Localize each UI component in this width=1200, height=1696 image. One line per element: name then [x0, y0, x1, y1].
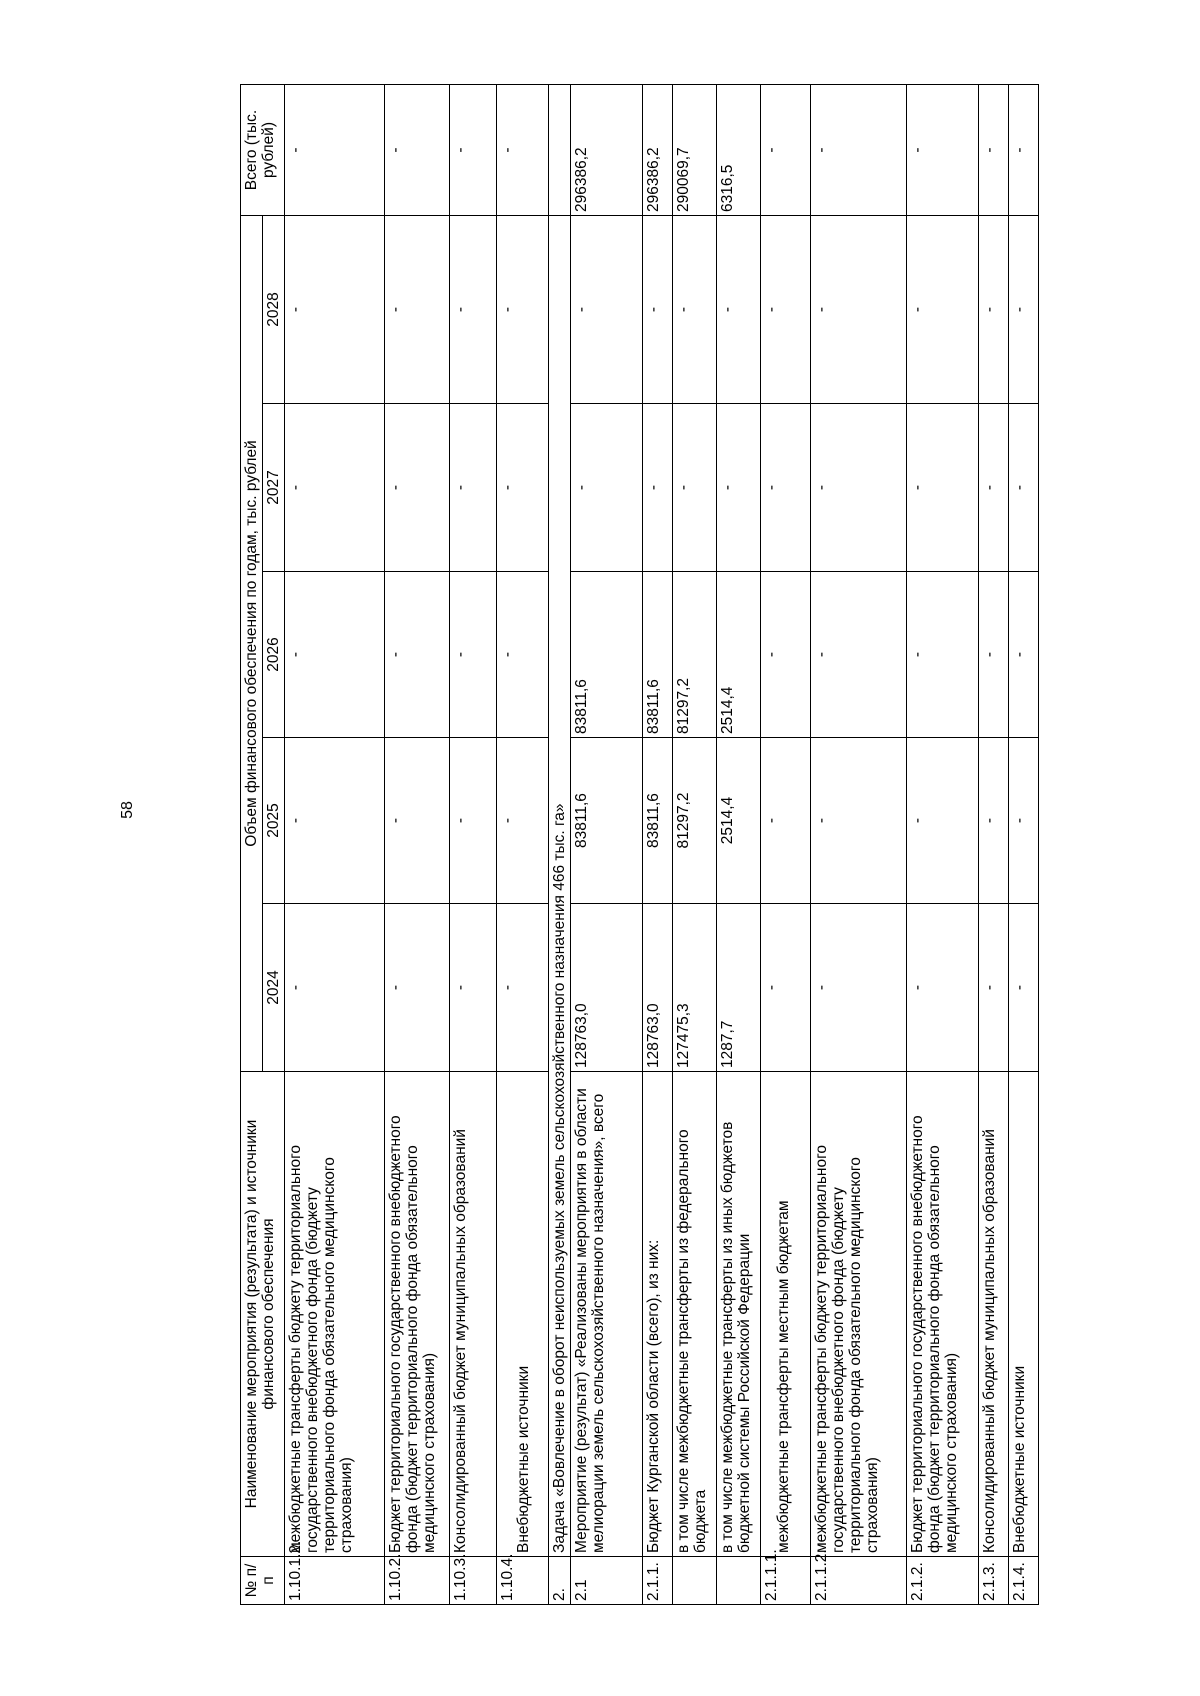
row-number: 2.1.2.	[907, 1557, 979, 1605]
header-year: 2024	[263, 904, 285, 1072]
table-row	[385, 85, 450, 1605]
cell-value: 1287,7	[717, 904, 761, 1072]
header-row-1	[241, 85, 263, 1605]
row-name: межбюджетные трансферты местным бюджетам	[761, 1072, 811, 1557]
cell-value: -	[385, 904, 450, 1072]
cell-value: -	[907, 904, 979, 1072]
cell-value: -	[1009, 904, 1039, 1072]
cell-value: 81297,2	[673, 572, 717, 738]
cell-value: -	[761, 572, 811, 738]
cell-value: -	[761, 904, 811, 1072]
cell-value: -	[450, 572, 497, 738]
cell-value: -	[285, 216, 385, 404]
cell-total: 290069,7	[673, 85, 717, 216]
cell-total: -	[385, 85, 450, 216]
header-year: 2027	[263, 404, 285, 572]
cell-total: -	[285, 85, 385, 216]
row-name: в том числе межбюджетные трансферты из иных бюджетов бюджетной системы Российской Федерации	[717, 1072, 761, 1557]
row-name: Консолидированный бюджет муниципальных образований	[979, 1072, 1009, 1557]
header-year: 2025	[263, 738, 285, 904]
row-name: межбюджетные трансферты бюджету территориального государственного внебюджетного фонда (бюджету территориального фонда обязательного медицинского страхования)	[285, 1072, 385, 1557]
table-row	[907, 85, 979, 1605]
cell-value: -	[811, 572, 907, 738]
cell-value: 83811,6	[571, 738, 643, 904]
row-number	[717, 1557, 761, 1605]
table-row	[673, 85, 717, 1605]
cell-value: -	[497, 404, 549, 572]
budget-table	[240, 84, 1039, 1605]
row-number	[673, 1557, 717, 1605]
cell-total: -	[811, 85, 907, 216]
cell-total: -	[979, 85, 1009, 216]
cell-value: -	[979, 904, 1009, 1072]
header-no: № п/п	[241, 1557, 285, 1605]
cell-value: -	[450, 216, 497, 404]
cell-value: -	[285, 572, 385, 738]
row-number: 1.10.4.	[497, 1557, 549, 1605]
cell-value: -	[1009, 572, 1039, 738]
cell-total: 296386,2	[643, 85, 673, 216]
cell-value: -	[717, 404, 761, 572]
row-number: 2.1.1.2.	[811, 1557, 907, 1605]
cell-total: 6316,5	[717, 85, 761, 216]
cell-value: 128763,0	[643, 904, 673, 1072]
header-name: Наименование мероприятия (результата) и источники финансового обеспечения	[241, 1072, 285, 1557]
rotated-sheet	[240, 85, 1130, 1605]
row-name: межбюджетные трансферты бюджету территориального государственного внебюджетного фонда (бюджету территориального фонда обязательного медицинского страхования)	[811, 1072, 907, 1557]
cell-value: -	[979, 572, 1009, 738]
cell-value: -	[285, 738, 385, 904]
cell-total: -	[497, 85, 549, 216]
cell-value: -	[571, 404, 643, 572]
cell-value: -	[571, 216, 643, 404]
row-name: Внебюджетные источники	[497, 1072, 549, 1557]
table-row	[761, 85, 811, 1605]
row-number: 2.1.4.	[1009, 1557, 1039, 1605]
cell-value: -	[497, 572, 549, 738]
cell-value: -	[761, 216, 811, 404]
row-number: 2.1.1.	[643, 1557, 673, 1605]
cell-value: -	[907, 738, 979, 904]
cell-value: -	[497, 904, 549, 1072]
row-name: Консолидированный бюджет муниципальных образований	[450, 1072, 497, 1557]
cell-value: 2514,4	[717, 738, 761, 904]
cell-value: -	[673, 404, 717, 572]
header-total: Всего (тыс. рублей)	[241, 85, 285, 216]
cell-value: 83811,6	[643, 572, 673, 738]
row-name: в том числе межбюджетные трансферты из федерального бюджета	[673, 1072, 717, 1557]
row-number: 1.10.1.2.	[285, 1557, 385, 1605]
header-year: 2026	[263, 572, 285, 738]
cell-value: 128763,0	[571, 904, 643, 1072]
row-name: Внебюджетные источники	[1009, 1072, 1039, 1557]
cell-value: -	[1009, 738, 1039, 904]
row-number: 2.1	[571, 1557, 643, 1605]
task-text: Задача «Вовлечение в оборот неиспользуемых земель сельскохозяйственного назначения 466 тыс. га»	[549, 216, 571, 1557]
cell-value: -	[385, 216, 450, 404]
row-name: Бюджет Курганской области (всего), из них:	[643, 1072, 673, 1557]
row-number: 2.1.1.1.	[761, 1557, 811, 1605]
header-years-group: Объем финансового обеспечения по годам, тыс. рублей	[241, 216, 263, 1072]
cell-value: -	[761, 404, 811, 572]
table-row	[643, 85, 673, 1605]
cell-total: -	[450, 85, 497, 216]
table-row	[1009, 85, 1039, 1605]
cell-value: -	[497, 216, 549, 404]
row-number: 1.10.3.	[450, 1557, 497, 1605]
cell-total: -	[907, 85, 979, 216]
cell-value: -	[979, 738, 1009, 904]
cell-value: -	[285, 404, 385, 572]
cell-value: -	[907, 572, 979, 738]
cell-value: -	[643, 216, 673, 404]
row-number: 2.1.3.	[979, 1557, 1009, 1605]
cell-value: -	[717, 216, 761, 404]
cell-value: 127475,3	[673, 904, 717, 1072]
cell-value: -	[979, 216, 1009, 404]
table-row	[811, 85, 907, 1605]
row-name: Бюджет территориального государственного внебюджетного фонда (бюджет территориального фонда обязательного медицинского страхования)	[385, 1072, 450, 1557]
cell-value: -	[907, 404, 979, 572]
cell-value: -	[450, 738, 497, 904]
page-number: 58	[119, 801, 136, 819]
row-name: Мероприятие (результат) «Реализованы мероприятия в области мелиорации земель сельскохозяйственного назначения», всего	[571, 1072, 643, 1557]
cell-value: 2514,4	[717, 572, 761, 738]
task-total-empty	[549, 85, 571, 216]
cell-total: -	[761, 85, 811, 216]
task-row	[549, 85, 571, 1605]
cell-value: 83811,6	[643, 738, 673, 904]
cell-value: -	[907, 216, 979, 404]
cell-value: -	[385, 738, 450, 904]
cell-value: -	[497, 738, 549, 904]
cell-value: -	[643, 404, 673, 572]
cell-value: -	[811, 738, 907, 904]
task-number: 2.	[549, 1557, 571, 1605]
cell-value: -	[979, 404, 1009, 572]
table-row	[717, 85, 761, 1605]
cell-total: -	[1009, 85, 1039, 216]
cell-value: -	[285, 904, 385, 1072]
table-row	[571, 85, 643, 1605]
table-row	[285, 85, 385, 1605]
cell-value: -	[450, 404, 497, 572]
cell-value: -	[385, 572, 450, 738]
cell-total: 296386,2	[571, 85, 643, 216]
cell-value: -	[450, 904, 497, 1072]
cell-value: 81297,2	[673, 738, 717, 904]
cell-value: -	[811, 404, 907, 572]
row-name: Бюджет территориального государственного внебюджетного фонда (бюджет территориального фонда обязательного медицинского страхования)	[907, 1072, 979, 1557]
cell-value: -	[673, 216, 717, 404]
cell-value: -	[811, 904, 907, 1072]
table-row	[450, 85, 497, 1605]
row-number: 1.10.2.	[385, 1557, 450, 1605]
cell-value: -	[1009, 404, 1039, 572]
table-row	[497, 85, 549, 1605]
header-year: 2028	[263, 216, 285, 404]
cell-value: -	[811, 216, 907, 404]
cell-value: -	[1009, 216, 1039, 404]
cell-value: -	[761, 738, 811, 904]
cell-value: 83811,6	[571, 572, 643, 738]
cell-value: -	[385, 404, 450, 572]
table-row	[979, 85, 1009, 1605]
